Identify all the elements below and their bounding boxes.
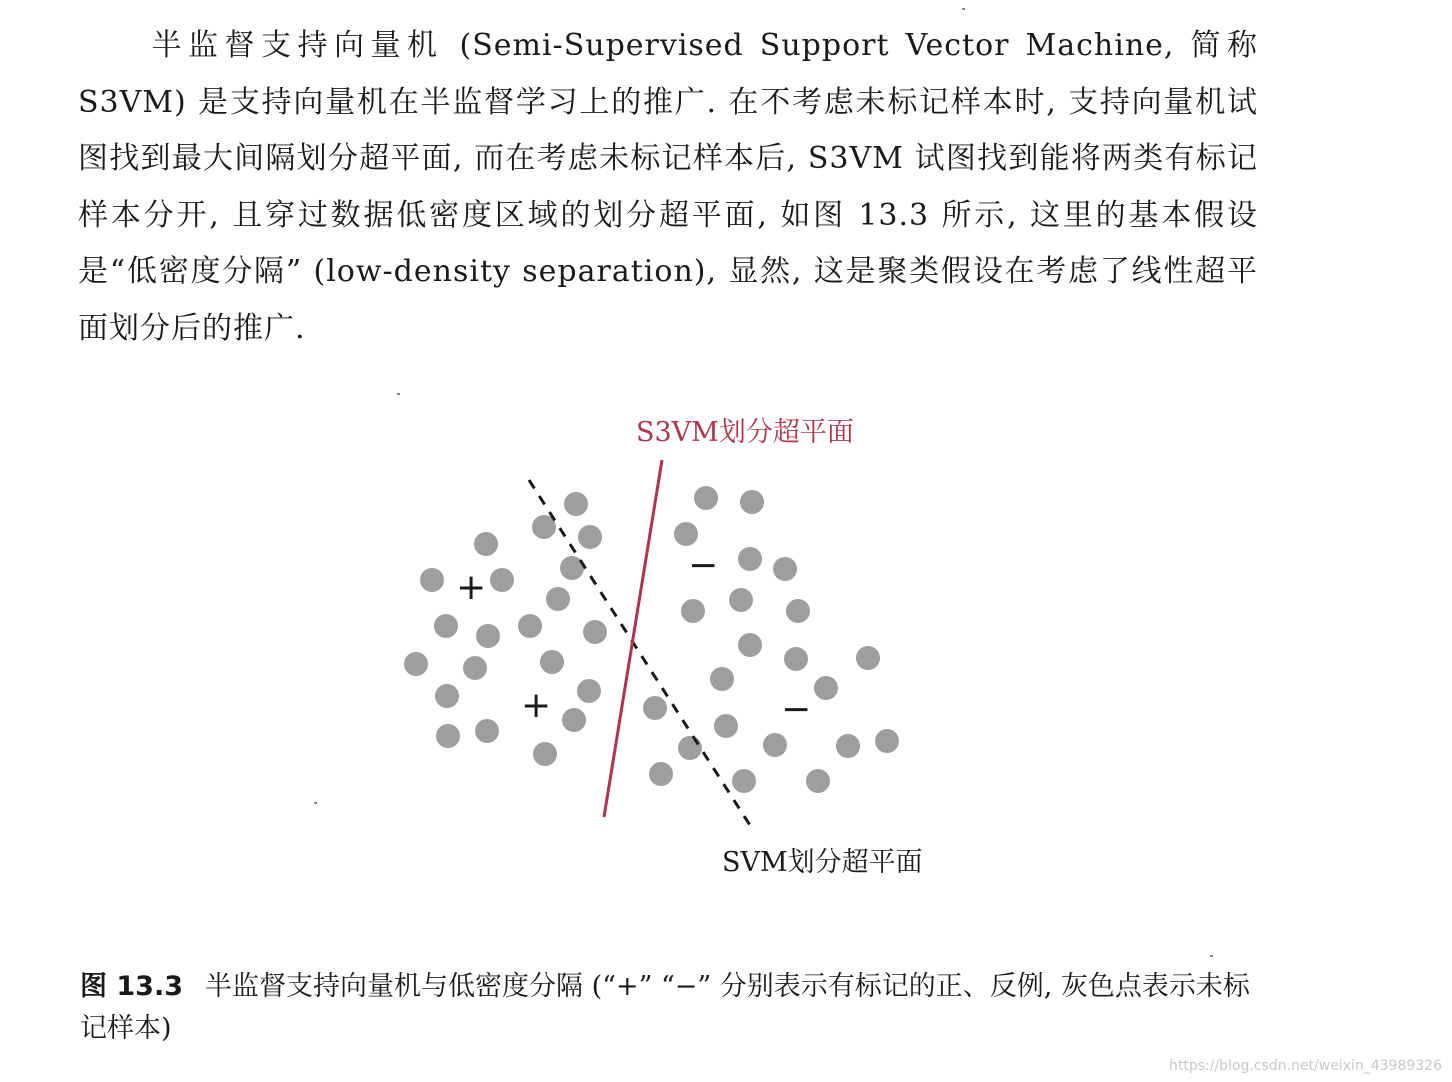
scatter-diagram — [300, 400, 1000, 900]
unlabeled-point — [435, 684, 459, 708]
unlabeled-point — [649, 762, 673, 786]
svm-hyperplane-line — [529, 480, 753, 830]
svm-hyperplane-label: SVM划分超平面 — [722, 847, 923, 878]
unlabeled-point — [546, 587, 570, 611]
figure-number: 图 13.3 — [80, 971, 184, 1002]
unlabeled-point — [436, 724, 460, 748]
figure-13-3 — [300, 400, 1000, 900]
positive-label-2: + — [521, 685, 552, 726]
unlabeled-point — [577, 679, 601, 703]
unlabeled-point — [738, 633, 762, 657]
unlabeled-point — [773, 557, 797, 581]
unlabeled-point — [738, 547, 762, 571]
unlabeled-point — [434, 614, 458, 638]
unlabeled-point — [533, 742, 557, 766]
scan-speck — [1210, 955, 1213, 957]
unlabeled-point — [560, 556, 584, 580]
unlabeled-point — [643, 696, 667, 720]
unlabeled-point — [856, 646, 880, 670]
unlabeled-point — [490, 568, 514, 592]
unlabeled-point — [710, 667, 734, 691]
unlabeled-point — [404, 652, 428, 676]
unlabeled-point — [476, 624, 500, 648]
negative-label-2: − — [781, 689, 812, 730]
watermark: https://blog.csdn.net/weixin_43989326 — [1168, 1058, 1442, 1074]
unlabeled-point — [564, 492, 588, 516]
unlabeled-point — [420, 568, 444, 592]
caption-text: 半监督支持向量机与低密度分隔 (“+” “−” 分别表示有标记的正、反例, 灰色点表示未标记样本) — [80, 971, 1250, 1044]
unlabeled-point — [674, 522, 698, 546]
unlabeled-point — [814, 676, 838, 700]
unlabeled-point — [694, 486, 718, 510]
unlabeled-point — [729, 588, 753, 612]
body-paragraph — [78, 18, 1258, 357]
body-paragraph-text: 半监督支持向量机 (Semi-Supervised Support Vector Machine, 简称 S3VM) 是支持向量机在半监督学习上的推广. 在不考虑未标记样本时, 支持向量机试图找到最大间隔划分超平面, 而在考虑未标记样本后, S3VM 试图找到能将两类有标记样本分开, 且穿过数据低密度区域的划分超平面, 如图 13.3 所示, 这里的基本假设是“低密度分隔” (low-density separation), 显然, 这是聚类假设在考虑了线性超平面划分后的推广. — [78, 28, 1258, 346]
unlabeled-point — [732, 769, 756, 793]
unlabeled-point — [875, 729, 899, 753]
unlabeled-point — [540, 650, 564, 674]
unlabeled-point — [475, 719, 499, 743]
scan-speck — [962, 8, 965, 10]
scan-speck — [314, 802, 317, 804]
unlabeled-point — [714, 714, 738, 738]
positive-label-1: + — [456, 567, 487, 608]
unlabeled-point — [678, 736, 702, 760]
s3vm-hyperplane-line — [604, 460, 662, 817]
unlabeled-point — [583, 620, 607, 644]
negative-label-1: − — [688, 545, 719, 586]
unlabeled-point — [740, 490, 764, 514]
s3vm-hyperplane-label: S3VM划分超平面 — [636, 417, 854, 448]
unlabeled-point — [518, 614, 542, 638]
unlabeled-point — [463, 656, 487, 680]
scan-speck — [397, 393, 400, 395]
figure-caption — [80, 966, 1270, 1050]
unlabeled-point — [836, 734, 860, 758]
unlabeled-point — [474, 532, 498, 556]
unlabeled-point — [681, 599, 705, 623]
unlabeled-point — [784, 647, 808, 671]
unlabeled-point — [763, 733, 787, 757]
unlabeled-point — [562, 708, 586, 732]
unlabeled-point — [806, 769, 830, 793]
unlabeled-point — [786, 599, 810, 623]
unlabeled-point — [578, 525, 602, 549]
